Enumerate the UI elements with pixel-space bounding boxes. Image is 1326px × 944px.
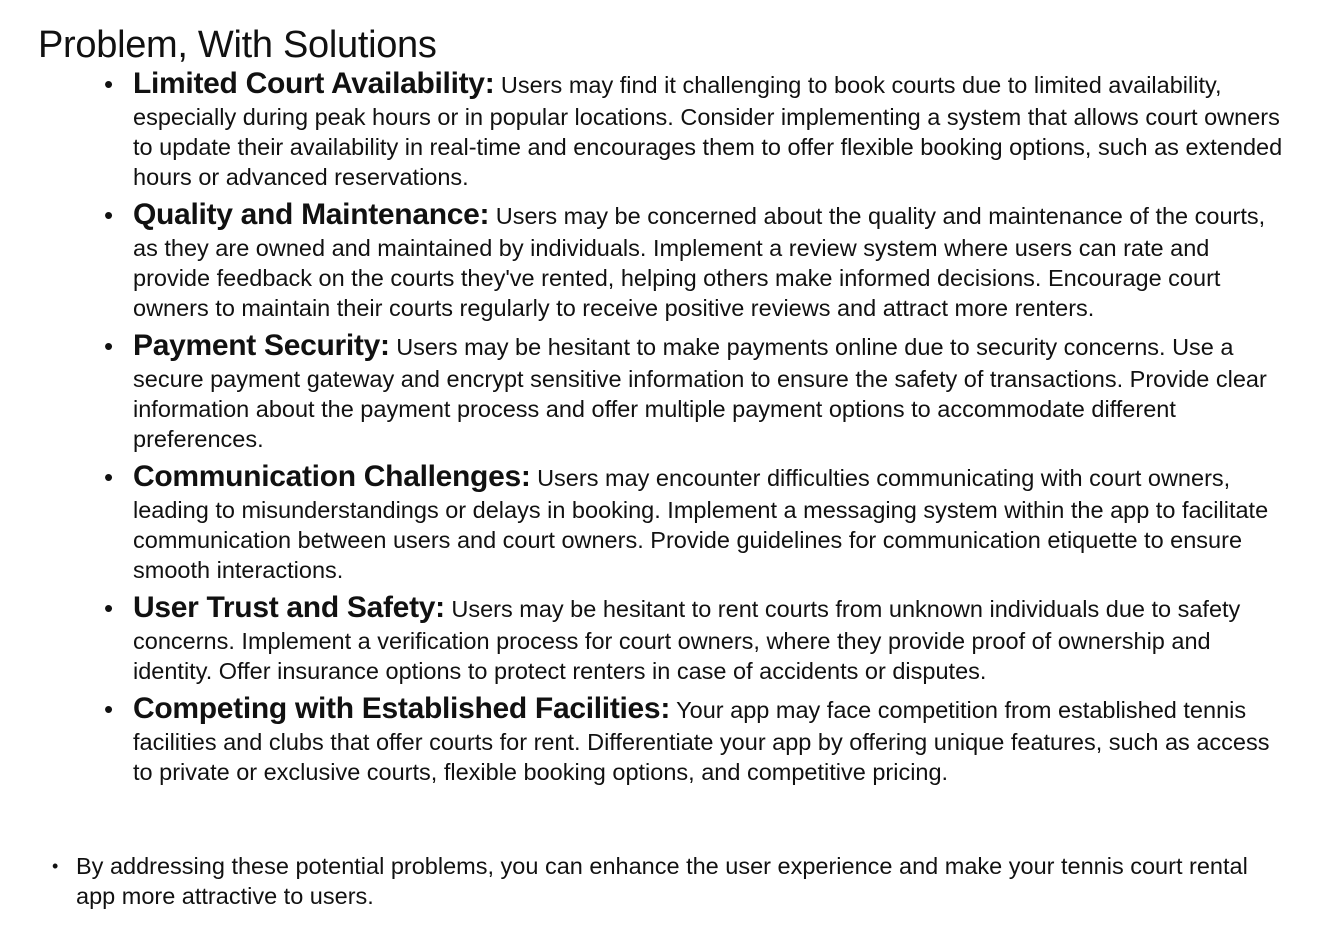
summary-text: By addressing these potential problems, you can enhance the user experience and make your tennis court rental app more attractive to users. bbox=[76, 853, 1248, 909]
problem-heading: Quality and Maintenance: bbox=[133, 198, 490, 231]
problem-text: Users may find it challenging to book courts due to limited availability, especially during peak hours or in popular locations. Consider implementing a system that allows court owners to update their availability in real-time and encourages them to offer flexible booking options, such as extended hours or advanced reservations. bbox=[133, 72, 1283, 190]
problem-item-court-availability bbox=[104, 66, 1283, 192]
bullet-icon: • bbox=[104, 200, 114, 230]
problem-text: Users may be hesitant to rent courts from unknown individuals due to safety concerns. Implement a verification process for court owners, where they provide proof of ownership and identity. Offer insurance options to protect renters in case of accidents or disputes. bbox=[133, 596, 1241, 684]
bullet-icon: • bbox=[104, 462, 114, 492]
bullet-icon: • bbox=[104, 694, 114, 724]
problem-item-payment-security bbox=[104, 328, 1283, 454]
page-title: Problem, With Solutions bbox=[38, 24, 437, 66]
problem-item-quality-maintenance bbox=[104, 197, 1283, 323]
problem-item-competition bbox=[104, 691, 1283, 787]
bullet-icon: • bbox=[104, 593, 114, 623]
summary-paragraph bbox=[52, 851, 1286, 911]
problem-text: Users may encounter difficulties communicating with court owners, leading to misunderstandings or delays in booking. Implement a messaging system within the app to facilitate communication between users and court owners. Provide guidelines for communication etiquette to ensure smooth interactions. bbox=[133, 465, 1269, 583]
problem-heading: Communication Challenges: bbox=[133, 460, 531, 493]
problem-item-communication bbox=[104, 459, 1283, 585]
problem-heading: User Trust and Safety: bbox=[133, 591, 445, 624]
problem-text: Users may be concerned about the quality and maintenance of the courts, as they are owned and maintained by individuals. Implement a review system where users can rate and provide feedback on the courts they've rented, helping others make informed decisions. Encourage court owners to maintain their courts regularly to receive positive reviews and attract more renters. bbox=[133, 203, 1266, 321]
problem-heading: Payment Security: bbox=[133, 329, 390, 362]
bullet-icon: • bbox=[104, 69, 114, 99]
problem-item-trust-safety bbox=[104, 590, 1283, 686]
bullet-icon: • bbox=[104, 331, 114, 361]
problem-text: Your app may face competition from established tennis facilities and clubs that offer courts for rent. Differentiate your app by offering unique features, such as access to private or exclusive courts, flexible booking options, and competitive pricing. bbox=[133, 697, 1270, 785]
problem-list bbox=[104, 66, 1283, 792]
problem-heading: Competing with Established Facilities: bbox=[133, 692, 671, 725]
problem-heading: Limited Court Availability: bbox=[133, 67, 495, 100]
problem-text: Users may be hesitant to make payments online due to security concerns. Use a secure payment gateway and encrypt sensitive information to ensure the safety of transactions. Provide clear information about the payment process and offer multiple payment options to accommodate different preferences. bbox=[133, 334, 1267, 452]
bullet-icon: • bbox=[52, 856, 59, 876]
